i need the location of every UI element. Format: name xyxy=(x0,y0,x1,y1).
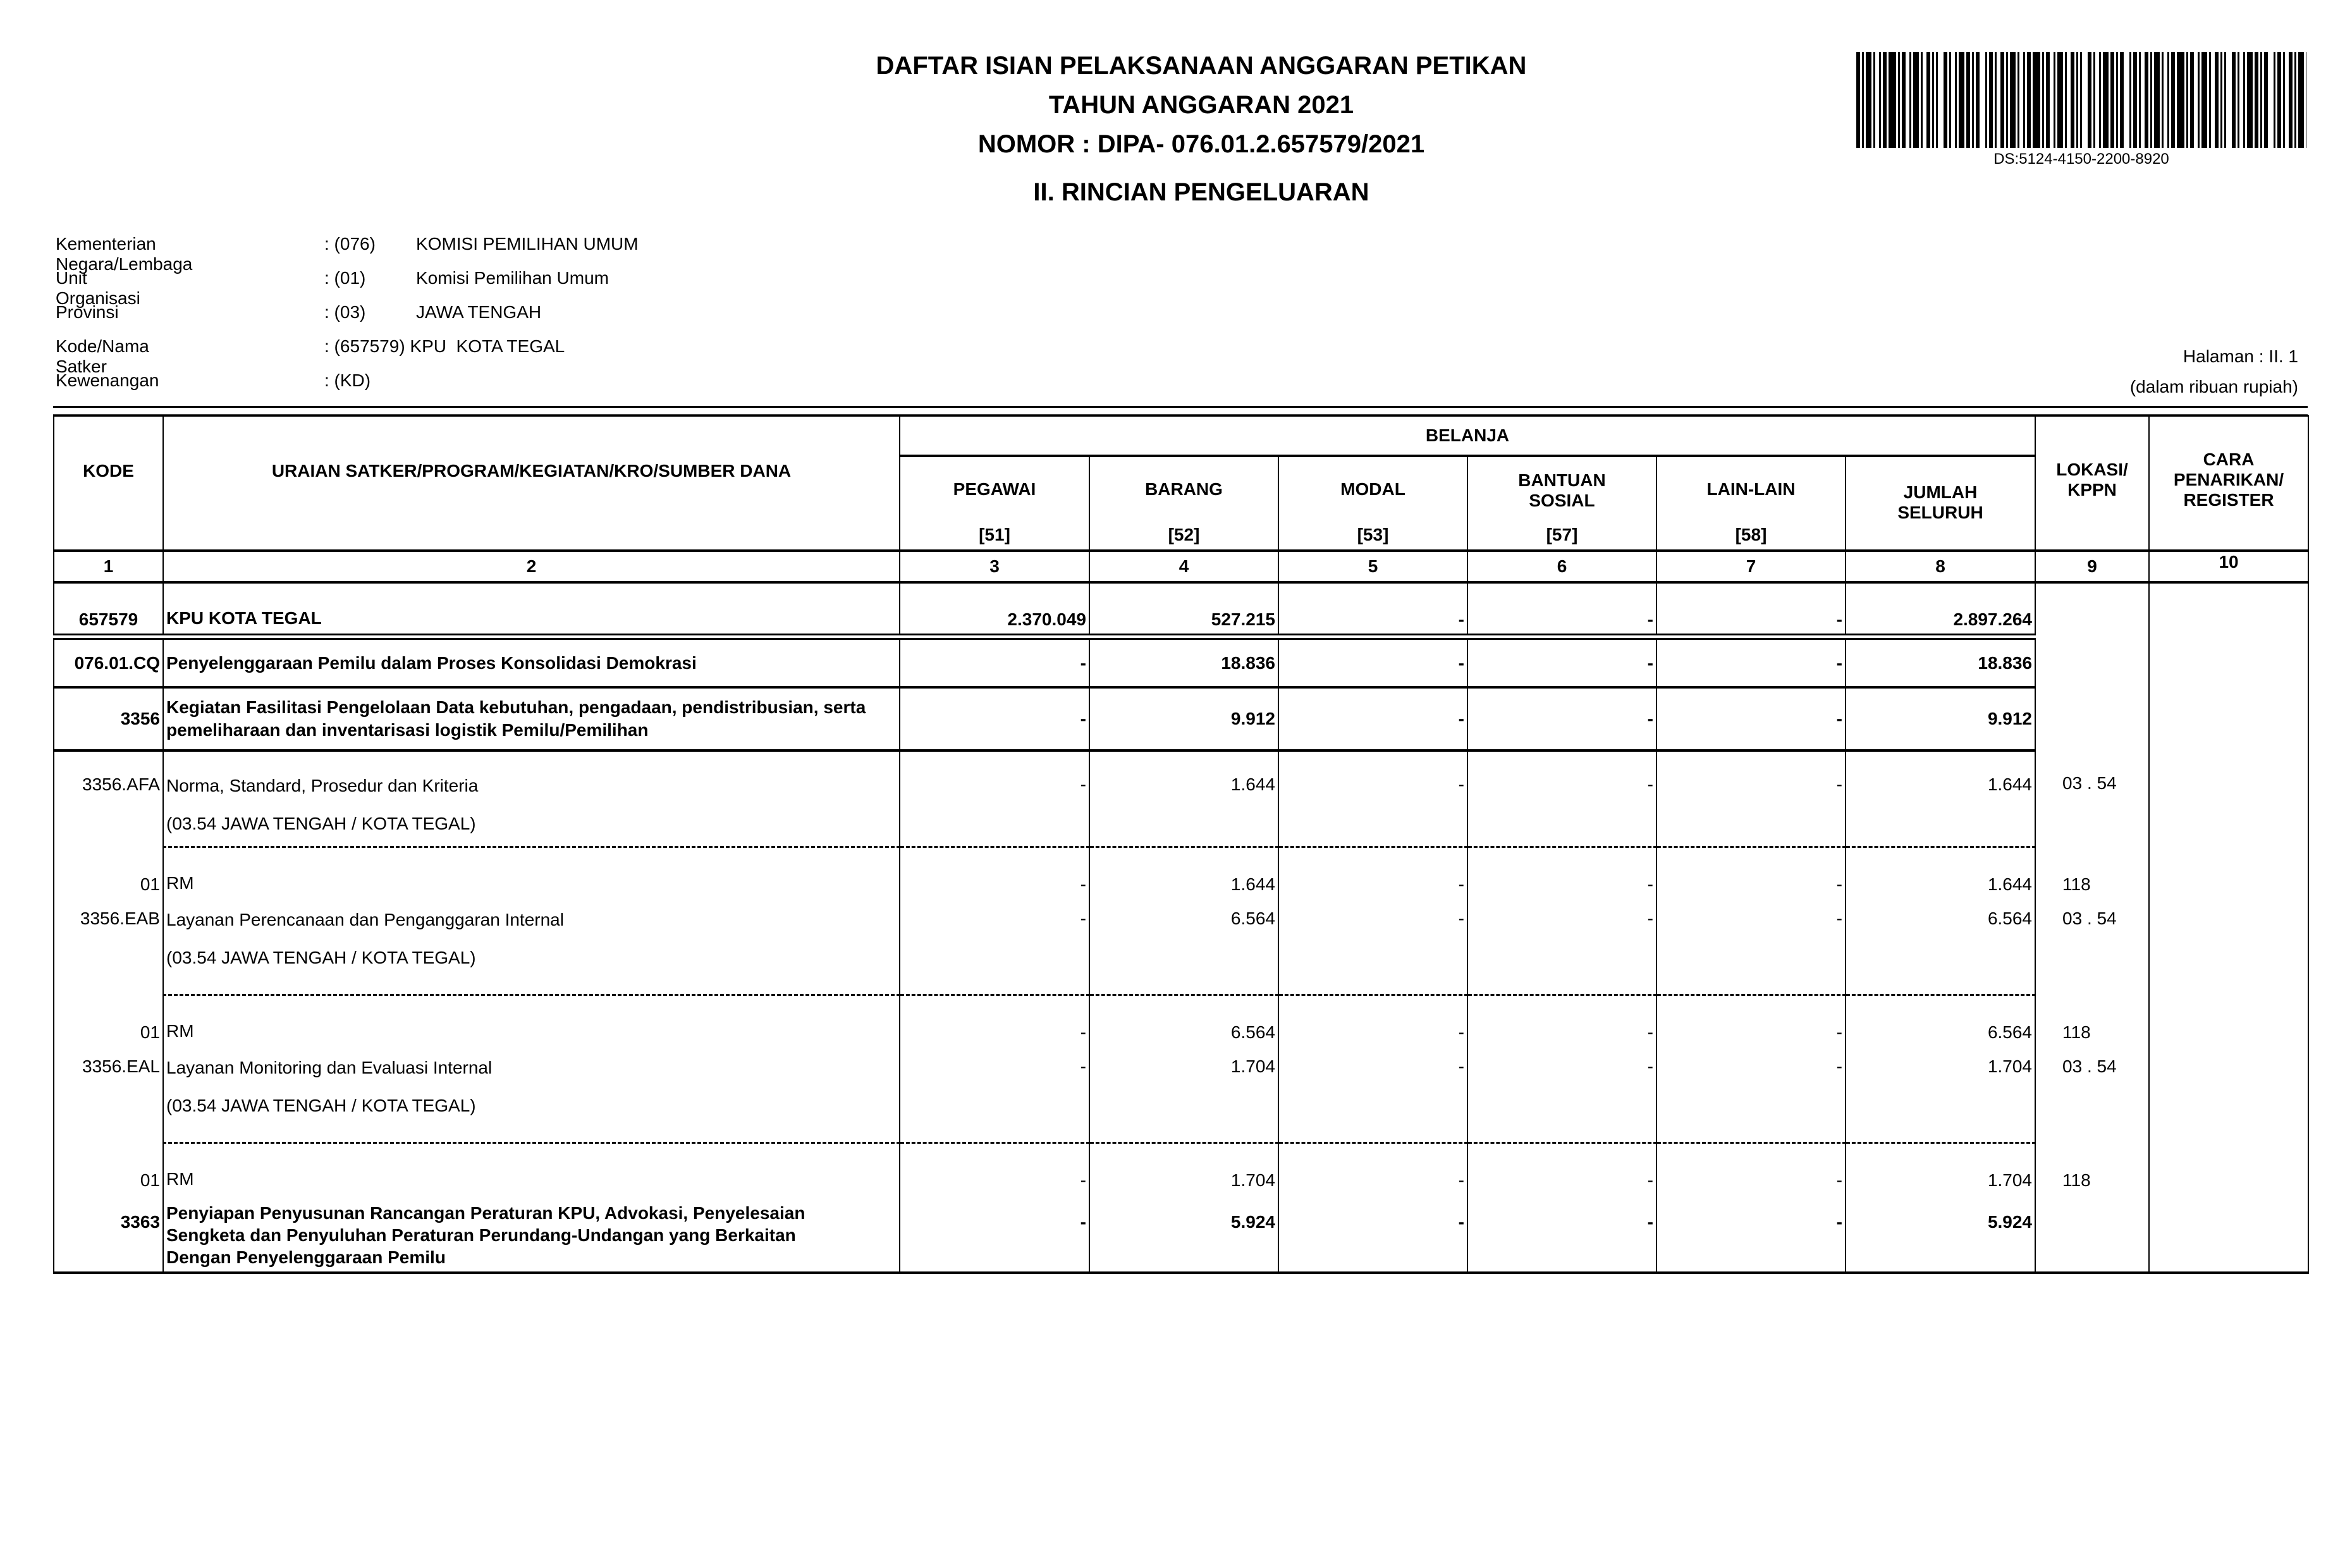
row-lokasi: 118 xyxy=(2035,847,2149,895)
row-barang: 527.215 xyxy=(1089,582,1278,637)
row-uraian: Penyelenggaraan Pemilu dalam Proses Konsolidasi Demokrasi xyxy=(163,637,900,687)
row-cara xyxy=(2149,995,2308,1043)
row-bansos: - xyxy=(1467,895,1656,995)
row-bansos: - xyxy=(1467,1043,1656,1142)
row-bansos: - xyxy=(1467,1191,1656,1273)
row-pegawai: - xyxy=(900,750,1089,847)
row-kode: 01 xyxy=(54,1142,163,1191)
header-barang-label: BARANG xyxy=(1145,479,1223,499)
column-number: 2 xyxy=(163,551,900,582)
row-cara xyxy=(2149,687,2308,750)
header-barang xyxy=(1089,456,1278,551)
row-lain: - xyxy=(1656,1043,1846,1142)
row-modal: - xyxy=(1278,750,1467,847)
meta-code: : (076) xyxy=(324,234,376,254)
row-modal: - xyxy=(1278,895,1467,995)
row-bansos: - xyxy=(1467,637,1656,687)
row-lain: - xyxy=(1656,1191,1846,1273)
row-lokasi xyxy=(2035,637,2149,687)
row-lain: - xyxy=(1656,995,1846,1043)
barcode-text: DS:5124-4150-2200-8920 xyxy=(1993,150,2169,168)
meta-label: Provinsi xyxy=(56,302,119,322)
row-kode: 3356.EAB xyxy=(54,895,163,995)
row-uraian: Penyiapan Penyusunan Rancangan Peraturan KPU, Advokasi, Penyelesaian Sengketa dan Penyuluhan Peraturan Perundang-Undangan yang Berkaitan Dengan Penyelenggaraan Pemilu xyxy=(163,1191,900,1273)
row-modal: - xyxy=(1278,1043,1467,1142)
row-jumlah: 1.704 xyxy=(1846,1043,2035,1142)
row-barang: 1.644 xyxy=(1089,847,1278,895)
page-number: Halaman : II. 1 xyxy=(2183,346,2298,366)
meta-value: KOMISI PEMILIHAN UMUM xyxy=(416,234,639,254)
row-pegawai: - xyxy=(900,995,1089,1043)
row-lokasi: 03 . 54 xyxy=(2035,1043,2149,1142)
divider xyxy=(53,406,2308,408)
row-jumlah: 9.912 xyxy=(1846,687,2035,750)
row-uraian: Layanan Monitoring dan Evaluasi Internal xyxy=(166,1058,493,1077)
row-bansos: - xyxy=(1467,750,1656,847)
header-bansos-label: BANTUAN SOSIAL xyxy=(1518,470,1606,510)
meta-label: Kewenangan xyxy=(56,371,159,390)
table-row-sumber-dana xyxy=(54,1142,2308,1191)
header-jumlah xyxy=(1846,456,2035,551)
row-kode: 3363 xyxy=(54,1191,163,1273)
table-row-kro xyxy=(54,1043,2308,1142)
column-number-row xyxy=(54,551,2308,582)
row-jumlah: 2.897.264 xyxy=(1846,582,2035,637)
row-kode: 3356 xyxy=(54,687,163,750)
row-kode: 076.01.CQ xyxy=(54,637,163,687)
header-lain-label: LAIN-LAIN xyxy=(1706,479,1796,499)
meta-value: Komisi Pemilihan Umum xyxy=(416,268,609,288)
row-uraian: Kegiatan Fasilitasi Pengelolaan Data kebutuhan, pengadaan, pendistribusian, serta pemeliharaan dan inventarisasi logistik Pemilu/Pemilihan xyxy=(163,687,900,750)
row-cara xyxy=(2149,847,2308,895)
meta-value: JAWA TENGAH xyxy=(416,302,542,322)
barcode-icon xyxy=(1856,52,2306,148)
header-uraian: URAIAN SATKER/PROGRAM/KEGIATAN/KRO/SUMBER DANA xyxy=(163,416,900,551)
row-modal: - xyxy=(1278,687,1467,750)
row-jumlah: 1.644 xyxy=(1846,750,2035,847)
column-number: 9 xyxy=(2035,551,2149,582)
header-belanja: BELANJA xyxy=(900,416,2035,456)
header-lain-code: [58] xyxy=(1735,525,1767,544)
column-number: 4 xyxy=(1089,551,1278,582)
row-uraian: Layanan Perencanaan dan Penganggaran Internal xyxy=(166,910,564,929)
row-bansos: - xyxy=(1467,687,1656,750)
row-kode: 01 xyxy=(54,995,163,1043)
header-bansos-code: [57] xyxy=(1546,525,1578,544)
row-uraian: RM xyxy=(163,847,900,895)
row-modal: - xyxy=(1278,847,1467,895)
row-uraian-cell xyxy=(163,750,900,847)
row-lain: - xyxy=(1656,1142,1846,1191)
row-lain: - xyxy=(1656,895,1846,995)
row-cara xyxy=(2149,1142,2308,1191)
header-pegawai-label: PEGAWAI xyxy=(953,479,1036,499)
row-uraian-cell xyxy=(163,895,900,995)
meta-code: : (03) xyxy=(324,302,366,322)
column-number: 6 xyxy=(1467,551,1656,582)
row-pegawai: - xyxy=(900,1191,1089,1273)
column-number: 10 xyxy=(2149,551,2308,582)
row-lain: - xyxy=(1656,582,1846,637)
row-jumlah: 1.704 xyxy=(1846,1142,2035,1191)
row-bansos: - xyxy=(1467,582,1656,637)
row-modal: - xyxy=(1278,995,1467,1043)
header-modal-code: [53] xyxy=(1357,525,1389,544)
meta-code: : (KD) xyxy=(324,371,371,390)
row-cara xyxy=(2149,1191,2308,1273)
row-barang: 1.704 xyxy=(1089,1142,1278,1191)
header-cara xyxy=(2149,416,2308,551)
header-cara-label: CARA PENARIKAN/ REGISTER xyxy=(2173,450,2284,510)
header-bansos xyxy=(1467,456,1656,551)
row-jumlah: 18.836 xyxy=(1846,637,2035,687)
row-lokasi xyxy=(2035,687,2149,750)
row-cara xyxy=(2149,895,2308,995)
row-bansos: - xyxy=(1467,847,1656,895)
row-pegawai: - xyxy=(900,637,1089,687)
row-uraian: RM xyxy=(163,995,900,1043)
row-barang: 9.912 xyxy=(1089,687,1278,750)
row-cara xyxy=(2149,637,2308,687)
row-modal: - xyxy=(1278,1142,1467,1191)
column-number: 3 xyxy=(900,551,1089,582)
meta-label: Kode/Nama Satker xyxy=(56,336,149,376)
row-kode: 3356.AFA xyxy=(54,750,163,847)
row-pegawai: - xyxy=(900,1142,1089,1191)
column-number: 5 xyxy=(1278,551,1467,582)
row-barang: 6.564 xyxy=(1089,895,1278,995)
row-pegawai: - xyxy=(900,847,1089,895)
document-title: DAFTAR ISIAN PELAKSANAAN ANGGARAN PETIKAN xyxy=(876,52,1527,80)
row-barang: 1.644 xyxy=(1089,750,1278,847)
currency-unit-note: (dalam ribuan rupiah) xyxy=(2129,377,2298,396)
meta-code: : (01) xyxy=(324,268,366,288)
row-barang: 1.704 xyxy=(1089,1043,1278,1142)
row-jumlah: 6.564 xyxy=(1846,895,2035,995)
row-bansos: - xyxy=(1467,995,1656,1043)
meta-label: Kementerian Negara/Lembaga xyxy=(56,234,193,274)
row-jumlah: 6.564 xyxy=(1846,995,2035,1043)
row-modal: - xyxy=(1278,637,1467,687)
row-location-note: (03.54 JAWA TENGAH / KOTA TEGAL) xyxy=(166,948,476,967)
header-pegawai xyxy=(900,456,1089,551)
row-modal: - xyxy=(1278,582,1467,637)
row-uraian: RM xyxy=(163,1142,900,1191)
table-row-sumber-dana xyxy=(54,847,2308,895)
table-row-kro xyxy=(54,895,2308,995)
row-lokasi xyxy=(2035,1191,2149,1273)
table-row-satker xyxy=(54,582,2308,637)
row-cara xyxy=(2149,1043,2308,1142)
row-lokasi: 03 . 54 xyxy=(2035,750,2149,847)
row-lokasi: 118 xyxy=(2035,1142,2149,1191)
meta-label: Unit Organisasi xyxy=(56,268,140,308)
row-uraian-cell xyxy=(163,1043,900,1142)
row-location-note: (03.54 JAWA TENGAH / KOTA TEGAL) xyxy=(166,1096,476,1115)
header-lokasi-label: LOKASI/ KPPN xyxy=(2056,460,2128,499)
row-lain: - xyxy=(1656,750,1846,847)
table-row-kegiatan xyxy=(54,1191,2308,1273)
column-number: 1 xyxy=(54,551,163,582)
row-modal: - xyxy=(1278,1191,1467,1273)
row-uraian: KPU KOTA TEGAL xyxy=(163,582,900,637)
table-row-program xyxy=(54,637,2308,687)
header-kode: KODE xyxy=(54,416,163,551)
dipa-number: NOMOR : DIPA- 076.01.2.657579/2021 xyxy=(977,130,1425,158)
row-jumlah: 1.644 xyxy=(1846,847,2035,895)
column-number: 7 xyxy=(1656,551,1846,582)
row-lain: - xyxy=(1656,687,1846,750)
header-lain xyxy=(1656,456,1846,551)
header-pegawai-code: [51] xyxy=(979,525,1010,544)
row-barang: 18.836 xyxy=(1089,637,1278,687)
row-pegawai: 2.370.049 xyxy=(900,582,1089,637)
row-cara xyxy=(2149,750,2308,847)
row-cara xyxy=(2149,582,2308,637)
fiscal-year-title: TAHUN ANGGARAN 2021 xyxy=(1048,91,1354,119)
row-barang: 5.924 xyxy=(1089,1191,1278,1273)
row-pegawai: - xyxy=(900,687,1089,750)
expenditure-table xyxy=(53,415,2309,1274)
row-kode: 657579 xyxy=(54,582,163,637)
row-barang: 6.564 xyxy=(1089,995,1278,1043)
table-row-sumber-dana xyxy=(54,995,2308,1043)
row-location-note: (03.54 JAWA TENGAH / KOTA TEGAL) xyxy=(166,814,476,833)
row-kode: 3356.EAL xyxy=(54,1043,163,1142)
row-lokasi: 118 xyxy=(2035,995,2149,1043)
row-uraian: Norma, Standard, Prosedur dan Kriteria xyxy=(166,776,479,795)
row-bansos: - xyxy=(1467,1142,1656,1191)
table-row-kro xyxy=(54,750,2308,847)
header-modal-label: MODAL xyxy=(1340,479,1405,499)
header-modal xyxy=(1278,456,1467,551)
row-pegawai: - xyxy=(900,1043,1089,1142)
section-title: II. RINCIAN PENGELUARAN xyxy=(1033,178,1369,206)
table-row-kegiatan xyxy=(54,687,2308,750)
row-lain: - xyxy=(1656,637,1846,687)
header-barang-code: [52] xyxy=(1168,525,1200,544)
row-lokasi: 03 . 54 xyxy=(2035,895,2149,995)
column-number: 8 xyxy=(1846,551,2035,582)
row-pegawai: - xyxy=(900,895,1089,995)
header-lokasi xyxy=(2035,416,2149,551)
row-lain: - xyxy=(1656,847,1846,895)
row-jumlah: 5.924 xyxy=(1846,1191,2035,1273)
row-kode: 01 xyxy=(54,847,163,895)
row-lokasi xyxy=(2035,582,2149,637)
meta-code: : (657579) KPU KOTA TEGAL xyxy=(324,336,565,356)
header-jumlah-label: JUMLAH SELURUH xyxy=(1897,482,1983,522)
